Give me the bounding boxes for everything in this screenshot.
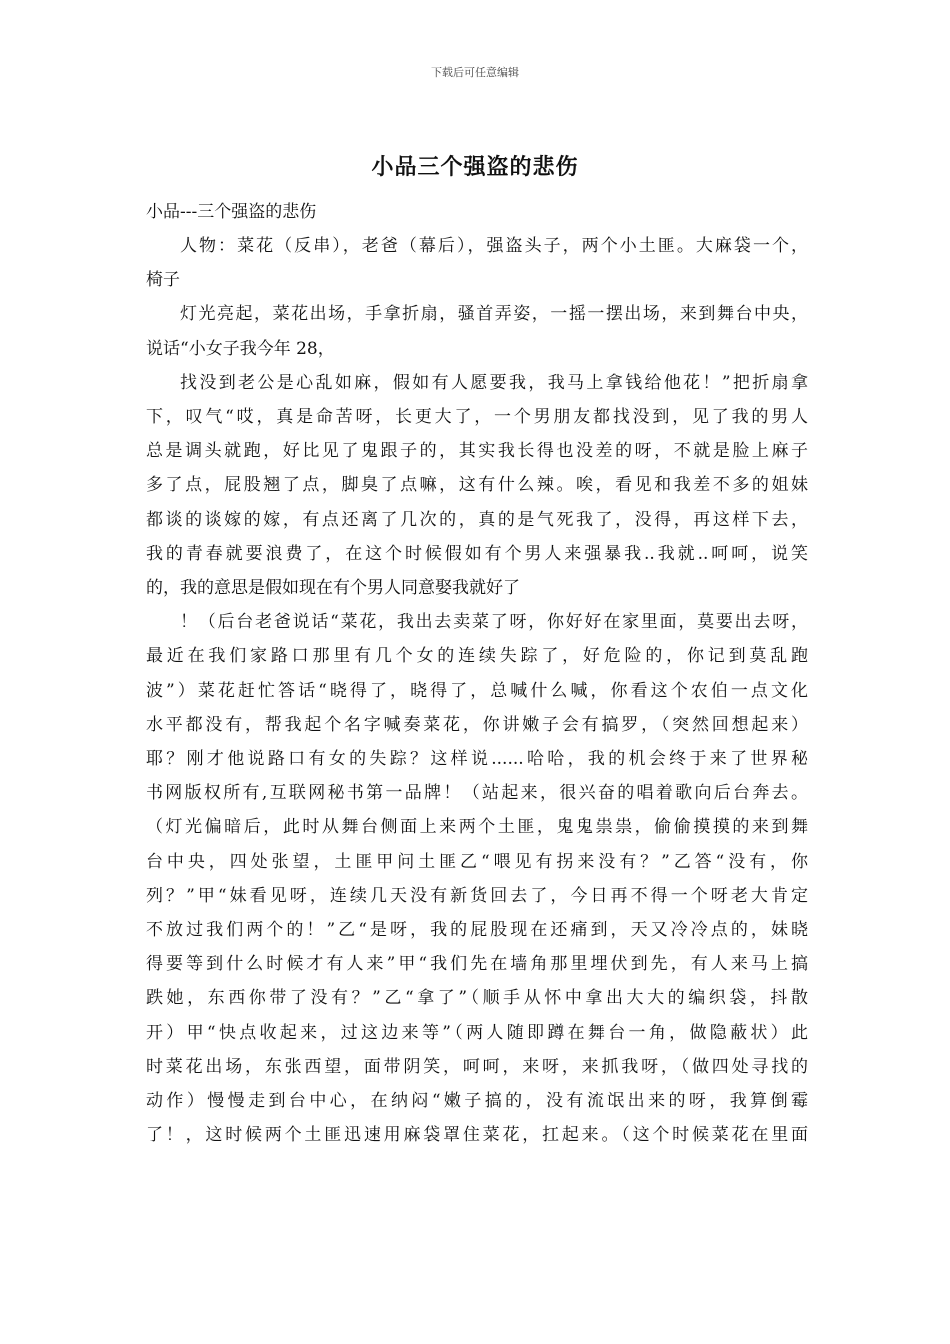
text-line: 多了点，屁股翘了点，脚臭了点嘛，这有什么辣。唉，看见和我差不多的姐妹	[146, 475, 808, 496]
text-line: 跌她，东西你带了没有？”乙“拿了”（顺手从怀中拿出大大的编织袋，抖散	[146, 988, 808, 1009]
document-body	[146, 195, 808, 1152]
text-line: 波”）菜花赶忙答话“晓得了，晓得了，总喊什么喊，你看这个农伯一点文化	[146, 680, 808, 701]
text-line: 得要等到什么时候才有人来”甲“我们先在墙角那里埋伏到先，有人来马上搞	[146, 954, 808, 975]
text-line: 人物：菜花（反串），老爸（幕后），强盗头子，两个小土匪。大麻袋一个，	[180, 236, 808, 256]
text-line: 的，我的意思是假如现在有个男人同意娶我就好了	[146, 578, 520, 599]
text-line: 最近在我们家路口那里有几个女的连续失踪了，好危险的，你记到莫乱跑	[146, 646, 808, 667]
paragraph-opening	[146, 297, 808, 365]
paragraph-scene	[146, 605, 808, 1152]
text-line: 找没到老公是心乱如麻，假如有人愿要我，我马上拿钱给他花！”把折扇拿	[180, 372, 808, 393]
text-line: 列？”甲“妹看见呀，连续几天没有新货回去了，今日再不得一个呀老大肯定	[146, 885, 808, 906]
text-line: 开）甲“快点收起来，过这边来等”（两人随即蹲在舞台一角，做隐蔽状）此	[146, 1022, 808, 1043]
text-line: ！（后台老爸说话“菜花，我出去卖菜了呀，你好好在家里面，莫要出去呀，	[180, 612, 808, 633]
text-line: 不放过我们两个的！”乙“是呀，我的屁股现在还痛到，天又冷冷点的，妹晓	[146, 920, 808, 941]
paragraph-monologue	[146, 366, 808, 605]
text-line: 总是调头就跑，好比见了鬼跟子的，其实我长得也没差的呀，不就是脸上麻子	[146, 441, 808, 462]
text-line: 了！，这时候两个土匪迅速用麻袋罩住菜花，扛起来。（这个时候菜花在里面	[146, 1125, 808, 1146]
text-line: 书网版权所有,互联网秘书第一品牌！（站起来，很兴奋的唱着歌向后台奔去。	[146, 783, 808, 804]
text-line: 耶？刚才他说路口有女的失踪？这样说......哈哈，我的机会终于来了世界秘	[146, 749, 808, 770]
text-line: 说话“小女子我今年 28，	[146, 338, 335, 359]
header-note: 下载后可任意编辑	[431, 66, 519, 79]
text-line: 水平都没有，帮我起个名字喊奏菜花，你讲嫩子会有搞罗，（突然回想起来）	[146, 714, 808, 735]
text-line: 我的青春就要浪费了，在这个时候假如有个男人来强暴我..我就..呵呵，说笑	[146, 543, 808, 564]
text-line: 时菜花出场，东张西望，面带阴笑，呵呵，来呀，来抓我呀，（做四处寻找的	[146, 1056, 808, 1077]
text-line: （灯光偏暗后，此时从舞台侧面上来两个土匪，鬼鬼祟祟，偷偷摸摸的来到舞	[146, 817, 808, 838]
page-title: 小品三个强盗的悲伤	[371, 154, 579, 180]
text-line: 椅子	[146, 270, 180, 291]
text-line: 下，叹气“哎，真是命苦呀，长更大了，一个男朋友都找没到，见了我的男人	[146, 407, 808, 428]
paragraph-characters	[146, 229, 808, 297]
text-line: 台中央，四处张望，土匪甲问土匪乙“喂见有拐来没有？”乙答“没有，你	[146, 851, 808, 872]
text-line: 都谈的谈嫁的嫁，有点还离了几次的，真的是气死我了，没得，再这样下去，	[146, 509, 808, 530]
text-line: 动作）慢慢走到台中心，在纳闷“嫩子搞的，没有流氓出来的呀，我算倒霉	[146, 1091, 808, 1112]
text-line: 灯光亮起，菜花出场，手拿折扇，骚首弄姿，一摇一摆出场，来到舞台中央，	[180, 304, 808, 325]
subtitle: 小品---三个强盗的悲伤	[146, 202, 317, 222]
